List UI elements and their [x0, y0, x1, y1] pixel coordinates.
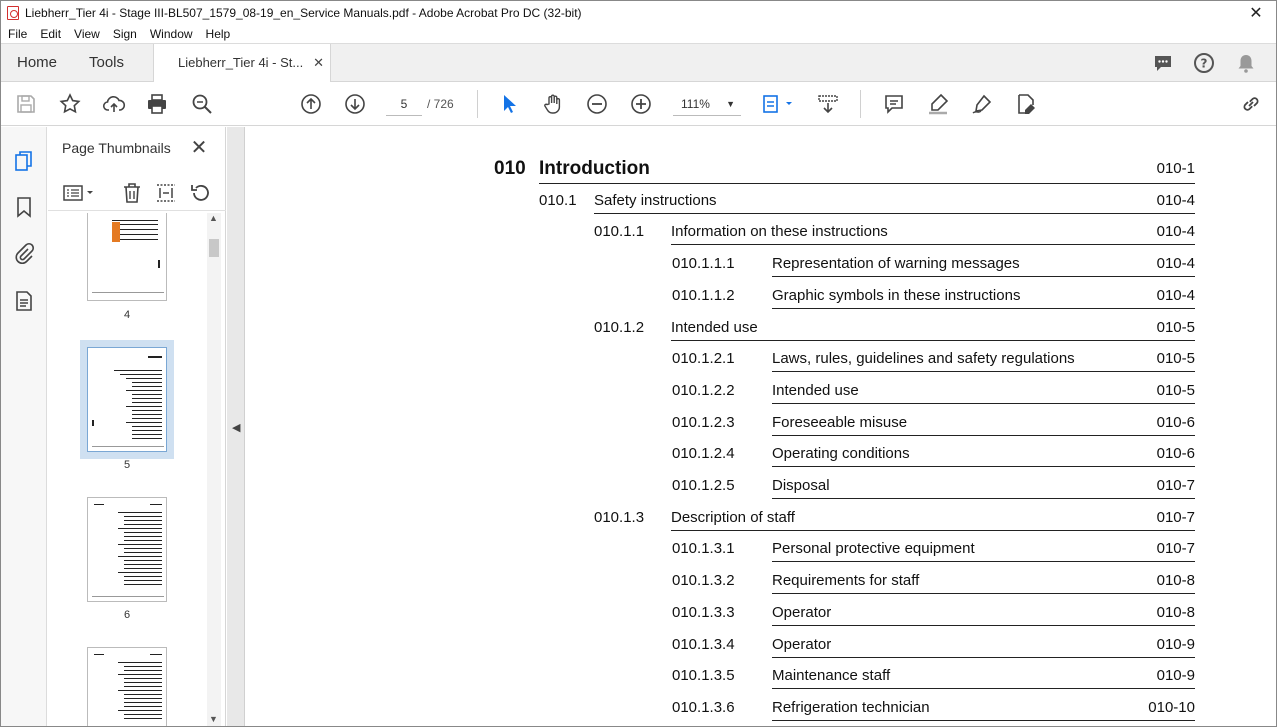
page-thumbnail-selected[interactable]	[87, 347, 167, 452]
toc-entry-number: 010.1.3.6	[672, 698, 735, 716]
panel-splitter[interactable]	[227, 127, 245, 727]
toc-entry-rule	[772, 371, 1195, 372]
menu-help[interactable]: Help	[205, 26, 231, 41]
page-total: / 726	[427, 97, 454, 111]
tab-tools[interactable]: Tools	[89, 54, 125, 71]
page-fit-icon[interactable]	[761, 92, 797, 116]
highlighter-icon[interactable]	[926, 92, 950, 116]
toc-entry-number: 010.1	[539, 191, 577, 209]
toc-entry[interactable]	[594, 508, 1195, 528]
bookmarks-icon[interactable]	[12, 195, 36, 219]
draw-pen-icon[interactable]	[970, 92, 994, 116]
tab-document[interactable]	[153, 44, 331, 83]
toc-entry-number: 010.1.3.5	[672, 667, 735, 685]
toc-entry-rule	[594, 213, 1195, 214]
insert-page-icon[interactable]	[154, 181, 178, 205]
toc-entry-page: 010-4	[1156, 223, 1195, 241]
toc-entry[interactable]	[672, 571, 1195, 591]
toc-entry-page: 010-4	[1156, 191, 1195, 209]
page-thumbnail[interactable]	[87, 497, 167, 602]
title-bar	[1, 1, 1276, 24]
toc-entry-title: Representation of warning messages	[772, 255, 1020, 273]
window-close-button[interactable]: ✕	[1249, 5, 1263, 22]
toc-entry[interactable]	[672, 539, 1195, 559]
toc-entry-page: 010-9	[1156, 667, 1195, 685]
thumbnail-options-icon[interactable]	[62, 181, 96, 205]
menu-sign[interactable]: Sign	[112, 26, 137, 41]
toc-entry-number: 010.1.3	[594, 508, 645, 526]
toc-entry[interactable]	[672, 444, 1195, 464]
zoom-search-icon[interactable]	[190, 92, 214, 116]
scroll-down-arrow-icon[interactable]: ▼	[209, 714, 218, 724]
toc-entry-number: 010.1.2.4	[672, 445, 735, 463]
toc-entry-page: 010-6	[1156, 413, 1195, 431]
toc-entry[interactable]	[594, 222, 1195, 242]
toolbar-divider	[477, 90, 478, 118]
zoom-level-value: 111%	[681, 97, 710, 111]
share-link-icon[interactable]	[1239, 92, 1263, 116]
toc-entry[interactable]	[672, 698, 1195, 718]
toc-entry-title: Laws, rules, guidelines and safety regulations	[772, 350, 1075, 368]
toc-entry-rule	[671, 530, 1195, 531]
toc-entry-number: 010.1.2	[594, 318, 645, 336]
toc-entry[interactable]	[672, 476, 1195, 496]
print-icon[interactable]	[145, 92, 169, 116]
toc-entry-title: Operator	[772, 635, 832, 653]
toc-entry[interactable]	[539, 191, 1195, 211]
toc-entry-title: Foreseeable misuse	[772, 413, 908, 431]
toc-entry-page: 010-4	[1156, 255, 1195, 273]
toc-entry-title: Information on these instructions	[671, 223, 888, 241]
thumbnail-toolbar	[48, 175, 226, 211]
toc-entry-number: 010.1.2.3	[672, 413, 735, 431]
edit-pdf-icon[interactable]	[1014, 92, 1038, 116]
star-bookmark-icon[interactable]	[58, 92, 82, 116]
scroll-up-arrow-icon[interactable]: ▲	[209, 213, 218, 223]
toc-entry-page: 010-4	[1156, 286, 1195, 304]
toc-entry-rule	[772, 625, 1195, 626]
thumbnail-page-label: 5	[123, 459, 131, 471]
toc-entry-number: 010	[494, 158, 526, 179]
panel-title: Page Thumbnails	[62, 140, 171, 156]
hand-tool-icon[interactable]	[541, 92, 565, 116]
toc-entry[interactable]	[672, 413, 1195, 433]
upload-cloud-icon[interactable]	[102, 92, 126, 116]
toc-entry[interactable]	[672, 254, 1195, 274]
thumbnail-list	[48, 213, 208, 727]
panel-close-button[interactable]: ✕	[190, 137, 208, 159]
menu-view[interactable]: View	[74, 26, 100, 41]
tab-bar	[1, 43, 1276, 82]
zoom-in-icon[interactable]	[629, 92, 653, 116]
pdf-app-icon	[7, 6, 19, 20]
toc-entry-rule	[772, 498, 1195, 499]
save-icon[interactable]	[14, 92, 38, 116]
toc-entry-page: 010-5	[1156, 381, 1195, 399]
toc-entry-page: 010-9	[1156, 635, 1195, 653]
previous-page-icon[interactable]	[299, 92, 323, 116]
menu-bar	[1, 24, 1276, 43]
toc-entry-rule	[671, 340, 1195, 341]
toc-entry[interactable]	[594, 318, 1195, 338]
toc-entry-number: 010.1.3.4	[672, 635, 735, 653]
document-viewer	[246, 127, 1276, 727]
select-cursor-icon[interactable]	[497, 92, 521, 116]
toc-entry-title: Intended use	[671, 318, 758, 336]
menu-file[interactable]: File	[8, 26, 28, 41]
toc-entry-rule	[772, 657, 1195, 658]
thumbnail-page-label: 6	[123, 609, 131, 621]
scroll-mode-icon[interactable]	[816, 92, 840, 116]
menu-edit[interactable]: Edit	[40, 26, 62, 41]
toc-entry-title: Refrigeration technician	[772, 698, 930, 716]
toc-entry-rule	[772, 688, 1195, 689]
scrollbar-thumb[interactable]	[209, 239, 219, 257]
toc-entry-number: 010.1.1.2	[672, 286, 735, 304]
zoom-level-dropdown[interactable]	[673, 92, 741, 116]
chevron-down-icon: ▼	[726, 99, 735, 109]
toc-entry-title: Safety instructions	[594, 191, 717, 209]
toc-entry-rule	[772, 276, 1195, 277]
navigation-rail	[1, 127, 47, 727]
toc-entry-title: Personal protective equipment	[772, 540, 975, 558]
toc-entry-number: 010.1.3.2	[672, 572, 735, 590]
toc-entry-rule	[772, 593, 1195, 594]
toc-entry-number: 010.1.3.1	[672, 540, 735, 558]
toc-entry-page: 010-5	[1156, 318, 1195, 336]
toc-entry-number: 010.1.1.1	[672, 255, 735, 273]
toc-entry-page: 010-7	[1156, 540, 1195, 558]
toc-entry-number: 010.1.2.2	[672, 381, 735, 399]
toc-entry-rule	[539, 183, 1195, 184]
page-thumbnail[interactable]	[87, 647, 167, 727]
thumbnail-image-block	[112, 222, 120, 242]
svg-text:?: ?	[1200, 56, 1208, 71]
collapse-panel-arrow-icon[interactable]: ◀	[232, 422, 241, 434]
rotate-page-icon[interactable]	[188, 181, 212, 205]
toc-entry-number: 010.1.2.5	[672, 477, 735, 494]
toc-entry-title: Intended use	[772, 381, 859, 399]
toc-entry-title: Maintenance staff	[772, 667, 891, 685]
toc-entry[interactable]	[672, 381, 1195, 401]
comment-icon[interactable]	[882, 92, 906, 116]
toc-entry-page: 010-5	[1156, 350, 1195, 368]
toc-entry-number: 010.1.1	[594, 223, 645, 241]
toc-entry-page: 010-1	[1156, 160, 1195, 177]
toc-entry[interactable]	[672, 666, 1195, 686]
page-thumbnails-panel	[48, 127, 226, 727]
toc-entry-page: 010-10	[1148, 698, 1195, 716]
toc-entry-rule	[772, 435, 1195, 436]
tab-document-label: Liebherr_Tier 4i - St...	[178, 55, 304, 70]
page-thumbnails-icon[interactable]	[12, 149, 36, 173]
toc-entry-title: Graphic symbols in these instructions	[772, 286, 1021, 304]
toc-entry-page: 010-7	[1156, 477, 1195, 494]
toc-entry[interactable]	[672, 349, 1195, 369]
toc-entry-rule	[772, 720, 1195, 721]
toc-entry-rule	[772, 403, 1195, 404]
toc-entry-rule	[772, 308, 1195, 309]
toc-entry-title: Description of staff	[671, 508, 795, 526]
toc-entry-number: 010.1.3.3	[672, 603, 735, 621]
comment-bubble-icon[interactable]	[1152, 52, 1174, 74]
toc-entry[interactable]	[672, 635, 1195, 655]
main-toolbar	[1, 82, 1276, 126]
thumbnail-scrollbar[interactable]	[207, 213, 221, 727]
document-properties-icon[interactable]	[12, 289, 36, 313]
window-title: Liebherr_Tier 4i - Stage III-BL507_1579_08-19_en_Service Manuals.pdf - Adobe Acrobat Pro DC (32-bit)	[25, 5, 582, 20]
toc-entry-page: 010-7	[1156, 508, 1195, 526]
page-number-input[interactable]: 5	[386, 92, 422, 116]
toc-entry-rule	[772, 561, 1195, 562]
toc-entry-page: 010-8	[1156, 603, 1195, 621]
next-page-icon[interactable]	[343, 92, 367, 116]
toc-entry-title: Introduction	[539, 158, 650, 179]
toc-entry-rule	[671, 244, 1195, 245]
toc-entry-title: Operator	[772, 603, 832, 621]
toc-entry[interactable]	[672, 286, 1195, 306]
toc-entry-page: 010-8	[1156, 572, 1195, 590]
toc-entry-title: Requirements for staff	[772, 572, 920, 590]
toolbar-divider	[860, 90, 861, 118]
toc-entry-rule	[772, 466, 1195, 467]
toc-entry[interactable]	[494, 157, 1195, 181]
toc-entry-title: Disposal	[772, 477, 830, 494]
toc-entry[interactable]	[672, 603, 1195, 623]
menu-window[interactable]: Window	[149, 26, 193, 41]
page-thumbnail[interactable]	[87, 213, 167, 301]
thumbnail-page-label: 4	[123, 309, 131, 321]
zoom-out-icon[interactable]	[585, 92, 609, 116]
delete-trash-icon[interactable]	[120, 181, 144, 205]
toc-entry-number: 010.1.2.1	[672, 350, 735, 368]
toc-entry-title: Operating conditions	[772, 445, 910, 463]
tab-home[interactable]: Home	[17, 54, 58, 71]
toc-entry-page: 010-6	[1156, 445, 1195, 463]
notification-bell-icon[interactable]	[1235, 52, 1257, 74]
attachments-paperclip-icon[interactable]	[12, 241, 36, 265]
tab-document-close-button[interactable]: ✕	[313, 55, 324, 70]
help-icon[interactable]	[1193, 52, 1215, 74]
